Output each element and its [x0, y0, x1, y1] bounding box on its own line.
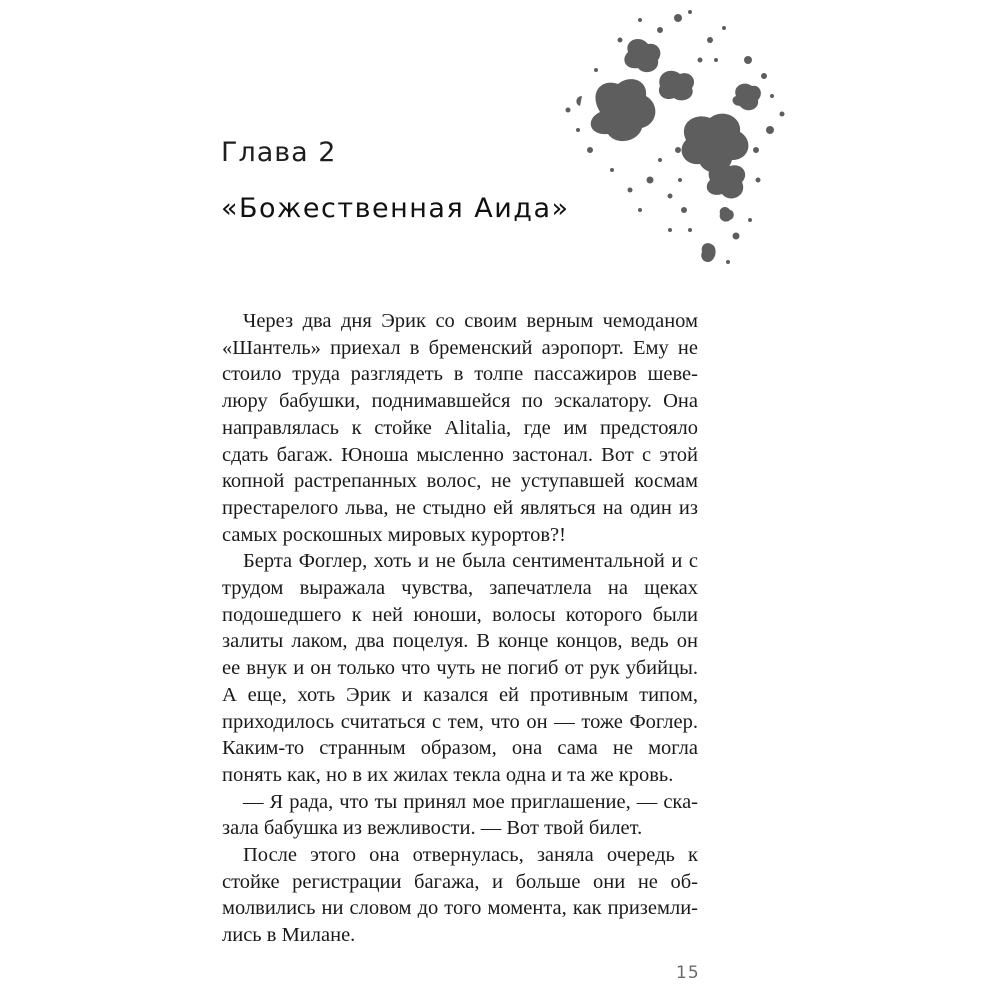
- page-number: 15: [676, 963, 700, 983]
- ink-splash-decoration: [560, 0, 820, 290]
- paragraph: — Я рада, что ты принял мое приглашение, — сказала бабушка из вежливости. — Вот твой билет.: [222, 790, 698, 840]
- paragraph: Берта Фоглер, хоть и не была сентиментальной и с трудом выражала чувства, запечатлела на щеках подошедшего к ней юноши, волосы которого были залиты лаком, два поцелуя. В конце концов, ведь он ее внук и он только что чуть не погиб от рук убийцы. А еще, хоть Эрик и казался ей противным типом, приходилось считаться с тем, что он — тоже Фоглер. Каким-то странным образом, она сама не могла понять как, но в их жилах текла одна и та же кровь.: [222, 550, 698, 786]
- paragraph: После этого она отвернулась, заняла очередь к стойке регистрации багажа, и больше они не обмолвились ни словом до того момента, как приземлились в Милане.: [222, 844, 698, 947]
- chapter-label: Глава 2: [221, 137, 337, 168]
- paragraph: Через два дня Эрик со своим верным чемоданом «Шантель» приехал в бременский аэропорт. Ему не стоило труда разглядеть в толпе пассажиров шевелюру бабушки, поднимавшейся по эскалатору. Она направлялась к стойке Alitalia, где им предстояло сдать багаж. Юноша мысленно застонал. Вот с этой копной растрепанных волос, не уступавшей космам престарелого льва, не стыдно ей являться на один из самых роскошных мировых курортов?!: [222, 310, 698, 546]
- body-text: [222, 308, 698, 949]
- chapter-title: «Божественная Аида»: [221, 193, 570, 224]
